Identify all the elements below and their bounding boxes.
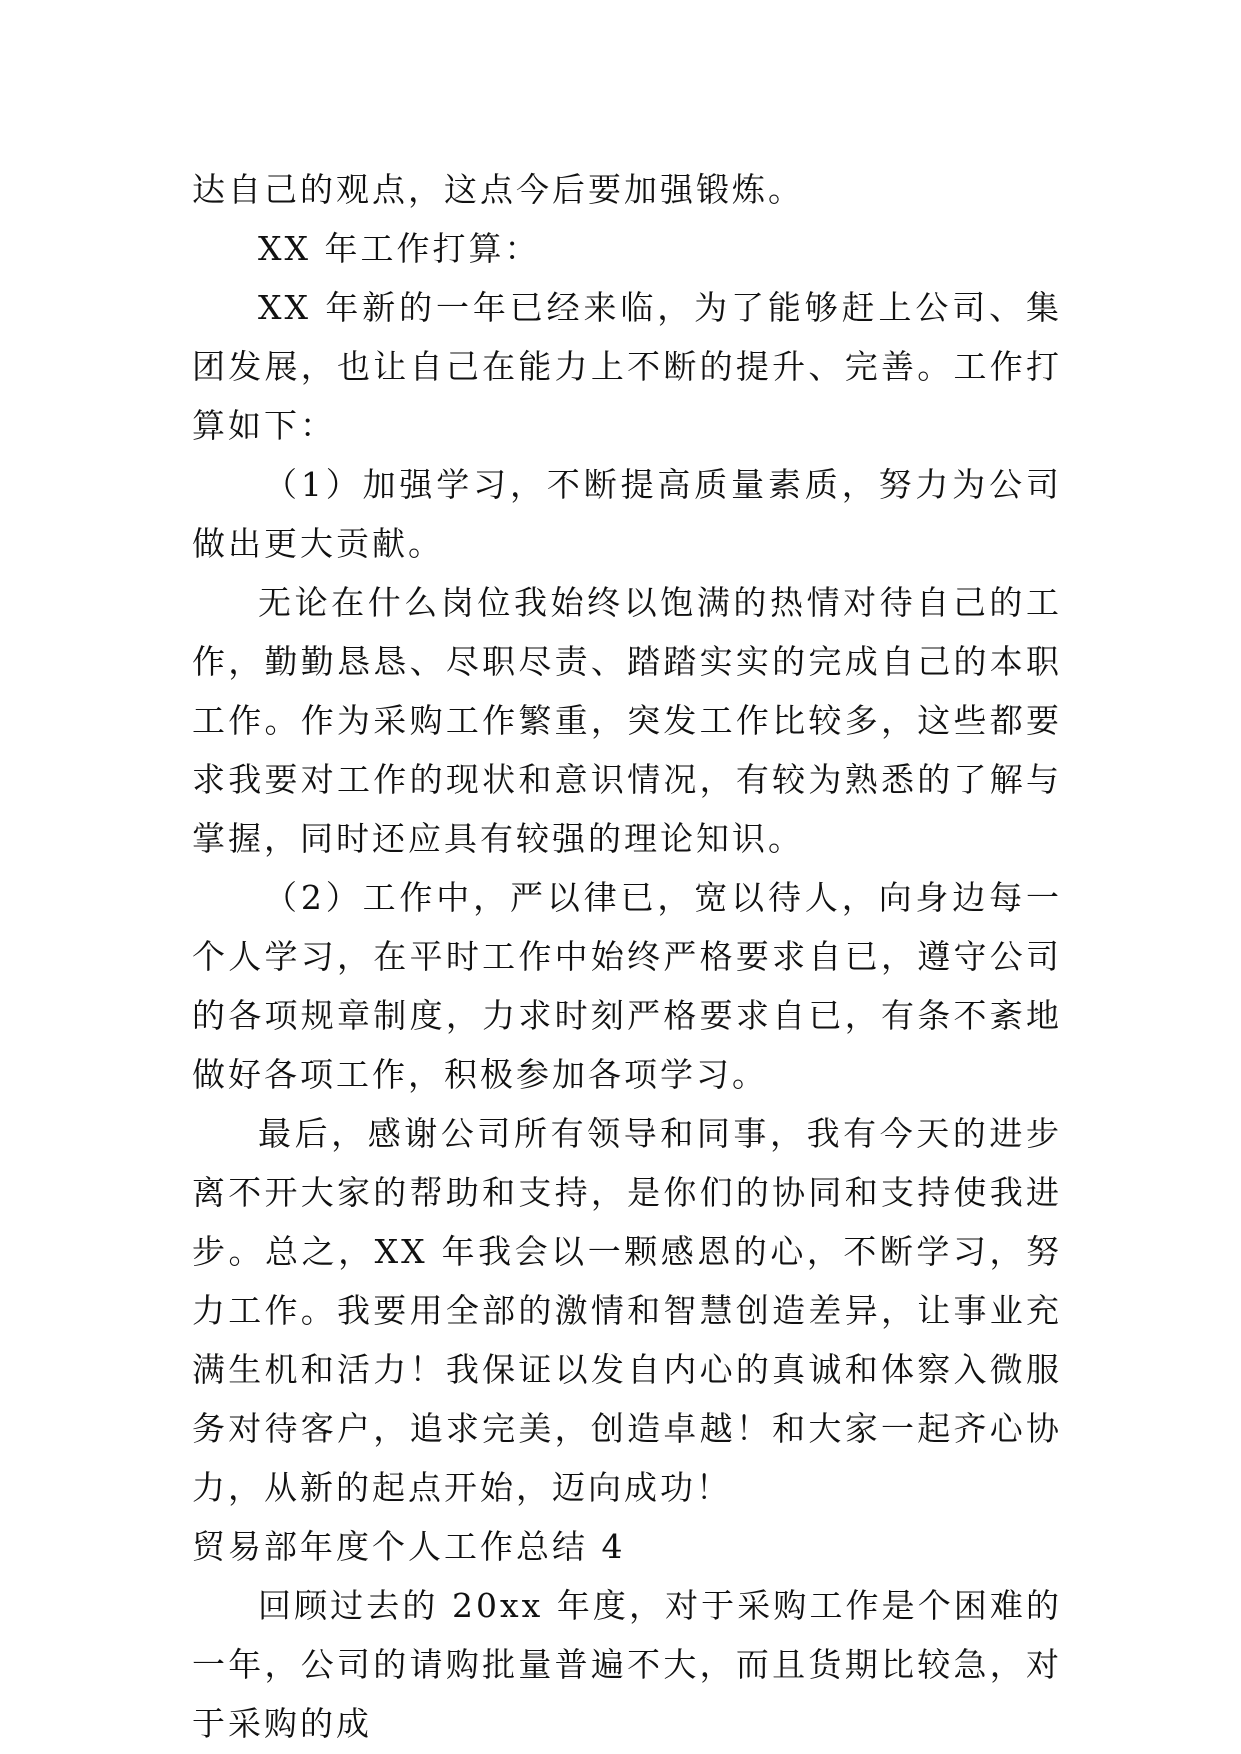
paragraph-plan-item-2: （2）工作中，严以律已，宽以待人，向身边每一个人学习，在平时工作中始终严格要求自已，遵守公司的各项规章制度，力求时刻严格要求自已，有条不紊地做好各项工作，积极参加各项学习。 bbox=[192, 878, 1062, 1094]
paragraph-plan-intro: XX 年新的一年已经来临，为了能够赶上公司、集团发展，也让自己在能力上不断的提升、完善。工作打算如下： bbox=[192, 288, 1062, 445]
paragraph-plan-item-1: （1）加强学习，不断提高质量素质，努力为公司做出更大贡献。 bbox=[192, 465, 1062, 563]
paragraph-closing-thanks: 最后，感谢公司所有领导和同事，我有今天的进步离不开大家的帮助和支持，是你们的协同和支持使我进步。总之，XX 年我会以一颗感恩的心，不断学习，努力工作。我要用全部的激情和智慧创造差异，让事业充满生机和活力！我保证以发自内心的真诚和体察入微服务对待客户，追求完美，创造卓越！和大家一起齐心协力，从新的起点开始，迈向成功！ bbox=[192, 1114, 1062, 1507]
paragraph-continuation: 达自己的观点，这点今后要加强锻炼。 bbox=[192, 170, 804, 209]
paragraph-review: 回顾过去的 20xx 年度，对于采购工作是个困难的一年，公司的请购批量普遍不大，而且货期比较急，对于采购的成 bbox=[192, 1586, 1062, 1743]
section-heading: 贸易部年度个人工作总结 4 bbox=[192, 1527, 626, 1566]
paragraph-plan-title: XX 年工作打算： bbox=[258, 229, 541, 268]
paragraph-attitude: 无论在什么岗位我始终以饱满的热情对待自己的工作，勤勤恳恳、尽职尽责、踏踏实实的完成自己的本职工作。作为采购工作繁重，突发工作比较多，这些都要求我要对工作的现状和意识情况，有较为熟悉的了解与掌握，同时还应具有较强的理论知识。 bbox=[192, 583, 1062, 858]
document-body bbox=[192, 160, 1062, 1753]
